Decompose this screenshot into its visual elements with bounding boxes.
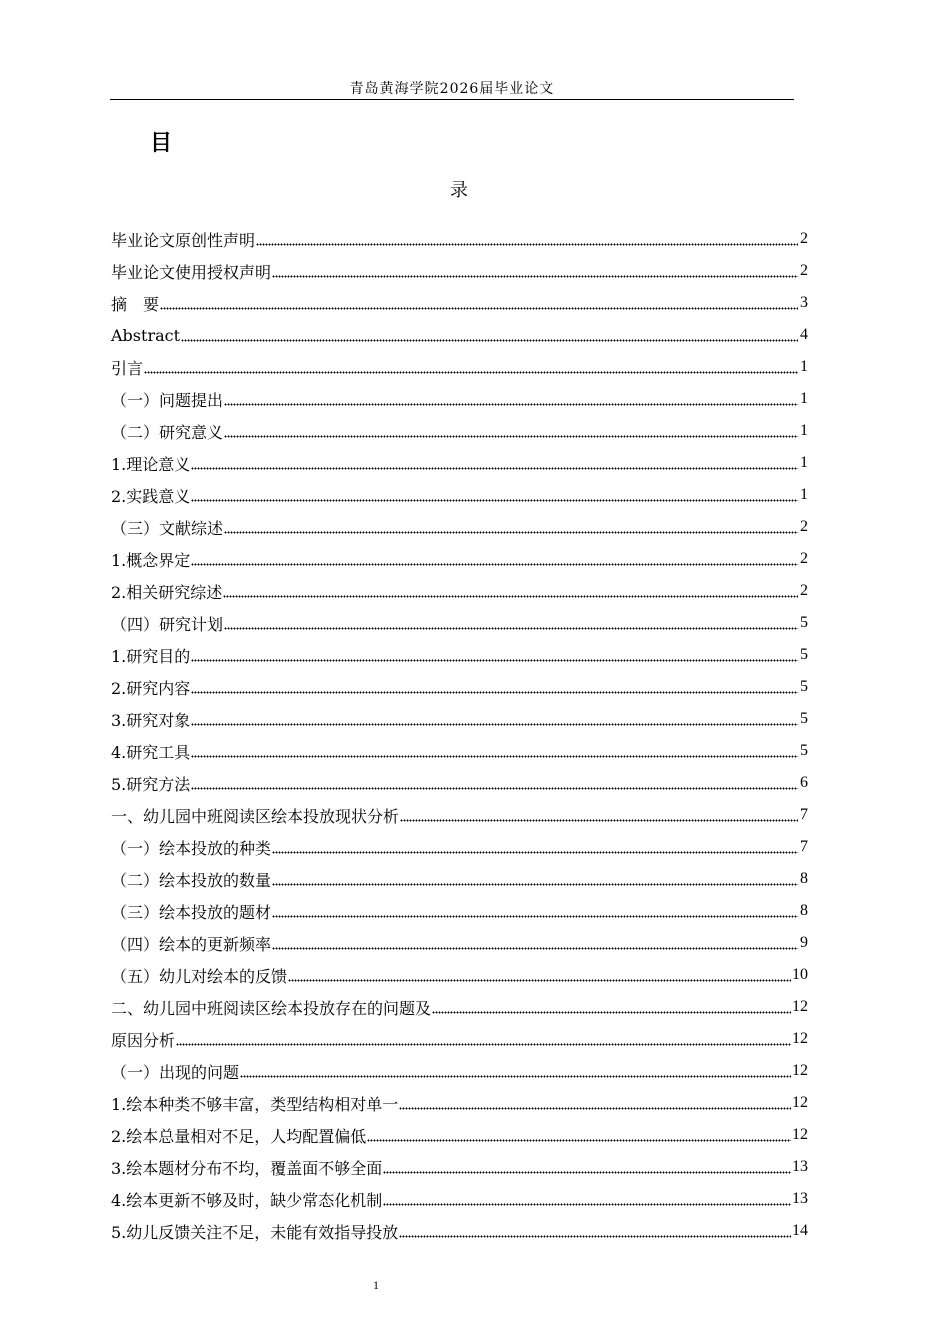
toc-dot-leader: [191, 785, 798, 791]
toc-entry-title: 3.研究对象: [111, 710, 191, 730]
toc-entry-page: 1: [800, 422, 808, 439]
toc-entry-title: （三）文献综述: [111, 518, 224, 538]
toc-entry-page: 2: [800, 230, 808, 247]
toc-dot-leader: [399, 1105, 791, 1111]
toc-entry-title: 2.研究内容: [111, 678, 191, 698]
toc-entry[interactable]: [111, 927, 808, 959]
toc-entry[interactable]: [111, 671, 808, 703]
toc-dot-leader: [224, 625, 798, 631]
toc-entry-page: 9: [800, 934, 808, 951]
toc-entry[interactable]: [111, 1183, 808, 1215]
toc-entry-title: 2.实践意义: [111, 486, 191, 506]
toc-entry-title: （三）绘本投放的题材: [111, 902, 272, 922]
toc-entry-title: 2.相关研究综述: [111, 582, 223, 602]
toc-entry-page: 8: [800, 870, 808, 887]
toc-dot-leader: [191, 465, 798, 471]
toc-entry[interactable]: [111, 1023, 808, 1055]
toc-dot-leader: [160, 305, 798, 311]
toc-dot-leader: [400, 817, 798, 823]
toc-entry-page: 5: [800, 710, 808, 727]
table-of-contents: [111, 223, 808, 1247]
toc-dot-leader: [191, 721, 798, 727]
toc-entry[interactable]: [111, 1151, 808, 1183]
toc-dot-leader: [272, 849, 798, 855]
toc-dot-leader: [399, 1233, 791, 1239]
toc-entry-page: 12: [792, 1126, 808, 1143]
toc-entry-title: 1.研究目的: [111, 646, 191, 666]
toc-entry[interactable]: [111, 959, 808, 991]
toc-entry-page: 14: [792, 1222, 808, 1239]
toc-entry-page: 2: [800, 550, 808, 567]
toc-title-first-char: 目: [150, 131, 173, 156]
toc-entry-page: 5: [800, 646, 808, 663]
toc-entry-page: 12: [792, 1094, 808, 1111]
toc-dot-leader: [144, 369, 798, 375]
toc-dot-leader: [191, 657, 798, 663]
toc-entry[interactable]: [111, 831, 808, 863]
toc-entry-title: 引言: [111, 358, 144, 378]
toc-entry-title: 1.概念界定: [111, 550, 191, 570]
toc-entry-title: （一）问题提出: [111, 390, 224, 410]
toc-dot-leader: [272, 881, 798, 887]
toc-entry-title: Abstract: [111, 325, 181, 345]
toc-entry[interactable]: [111, 639, 808, 671]
toc-dot-leader: [191, 689, 798, 695]
toc-entry-page: 1: [800, 454, 808, 471]
toc-entry-page: 2: [800, 518, 808, 535]
toc-entry-title: （二）绘本投放的数量: [111, 870, 272, 890]
toc-entry-title: 毕业论文使用授权声明: [111, 262, 272, 282]
toc-entry[interactable]: [111, 767, 808, 799]
toc-entry[interactable]: [111, 223, 808, 255]
toc-entry-page: 2: [800, 582, 808, 599]
toc-entry-page: 7: [800, 838, 808, 855]
toc-entry-page: 13: [792, 1158, 808, 1175]
toc-entry-title: 4.研究工具: [111, 742, 191, 762]
toc-entry[interactable]: [111, 543, 808, 575]
toc-entry-title: 5.研究方法: [111, 774, 191, 794]
toc-entry-title: （五）幼儿对绘本的反馈: [111, 966, 288, 986]
toc-entry[interactable]: [111, 1215, 808, 1247]
toc-entry-title: 3.绘本题材分布不均，覆盖面不够全面: [111, 1158, 383, 1178]
toc-entry[interactable]: [111, 511, 808, 543]
toc-dot-leader: [367, 1137, 791, 1143]
toc-dot-leader: [272, 945, 798, 951]
toc-entry-page: 7: [800, 806, 808, 823]
toc-dot-leader: [240, 1073, 791, 1079]
toc-entry-title: 1.绘本种类不够丰富，类型结构相对单一: [111, 1094, 399, 1114]
toc-entry[interactable]: [111, 479, 808, 511]
toc-entry[interactable]: [111, 1055, 808, 1087]
toc-entry-title: 摘 要: [111, 294, 160, 314]
toc-entry-title: 4.绘本更新不够及时，缺少常态化机制: [111, 1190, 383, 1210]
toc-entry-page: 3: [800, 294, 808, 311]
toc-entry-page: 5: [800, 678, 808, 695]
toc-entry[interactable]: [111, 1119, 808, 1151]
toc-entry-page: 2: [800, 262, 808, 279]
page-number: 1: [373, 1278, 379, 1292]
toc-entry[interactable]: [111, 351, 808, 383]
toc-entry[interactable]: [111, 415, 808, 447]
toc-dot-leader: [224, 401, 798, 407]
toc-entry-page: 1: [800, 486, 808, 503]
toc-entry-page: 8: [800, 902, 808, 919]
toc-entry-title: （四）研究计划: [111, 614, 224, 634]
toc-entry[interactable]: [111, 863, 808, 895]
toc-dot-leader: [191, 497, 798, 503]
toc-entry-title: （二）研究意义: [111, 422, 224, 442]
toc-dot-leader: [224, 433, 798, 439]
page-header: 青岛黄海学院2026届毕业论文: [349, 81, 555, 97]
toc-entry[interactable]: [111, 991, 808, 1023]
toc-entry-page: 5: [800, 614, 808, 631]
toc-entry[interactable]: [111, 255, 808, 287]
toc-entry[interactable]: [111, 319, 808, 351]
toc-entry[interactable]: [111, 575, 808, 607]
toc-entry-title: 2.绘本总量相对不足，人均配置偏低: [111, 1126, 367, 1146]
toc-entry-title: （一）出现的问题: [111, 1062, 240, 1082]
toc-dot-leader: [383, 1169, 791, 1175]
toc-dot-leader: [256, 241, 798, 247]
toc-entry-title: 一、幼儿园中班阅读区绘本投放现状分析: [111, 806, 400, 826]
toc-entry-title: （一）绘本投放的种类: [111, 838, 272, 858]
toc-entry-page: 12: [792, 998, 808, 1015]
toc-entry[interactable]: [111, 287, 808, 319]
toc-entry-page: 12: [792, 1030, 808, 1047]
toc-entry-page: 4: [800, 326, 808, 343]
header-rule: [110, 99, 794, 100]
toc-entry[interactable]: [111, 735, 808, 767]
toc-entry-page: 5: [800, 742, 808, 759]
toc-dot-leader: [272, 913, 798, 919]
toc-entry-page: 13: [792, 1190, 808, 1207]
toc-entry-title: 毕业论文原创性声明: [111, 230, 256, 250]
toc-dot-leader: [191, 753, 798, 759]
toc-entry[interactable]: [111, 1087, 808, 1119]
toc-dot-leader: [432, 1009, 791, 1015]
toc-entry-title: 二、幼儿园中班阅读区绘本投放存在的问题及: [111, 998, 432, 1018]
toc-entry-title: 5.幼儿反馈关注不足，未能有效指导投放: [111, 1222, 399, 1242]
toc-entry[interactable]: [111, 607, 808, 639]
toc-entry-title: （四）绘本的更新频率: [111, 934, 272, 954]
toc-entry-title: 1.理论意义: [111, 454, 191, 474]
toc-entry-page: 1: [800, 390, 808, 407]
toc-dot-leader: [288, 977, 791, 983]
toc-dot-leader: [223, 593, 798, 599]
toc-entry[interactable]: [111, 383, 808, 415]
toc-entry-page: 1: [800, 358, 808, 375]
toc-dot-leader: [191, 561, 798, 567]
toc-dot-leader: [176, 1041, 791, 1047]
toc-entry-title: 原因分析: [111, 1030, 176, 1050]
toc-entry-page: 12: [792, 1062, 808, 1079]
toc-dot-leader: [181, 337, 798, 343]
toc-entry[interactable]: [111, 447, 808, 479]
toc-title-second-char: 录: [450, 180, 468, 201]
toc-entry-page: 6: [800, 774, 808, 791]
toc-entry-page: 10: [792, 966, 808, 983]
toc-entry[interactable]: [111, 799, 808, 831]
toc-entry[interactable]: [111, 895, 808, 927]
toc-entry[interactable]: [111, 703, 808, 735]
toc-dot-leader: [224, 529, 798, 535]
toc-dot-leader: [272, 273, 798, 279]
toc-dot-leader: [383, 1201, 791, 1207]
